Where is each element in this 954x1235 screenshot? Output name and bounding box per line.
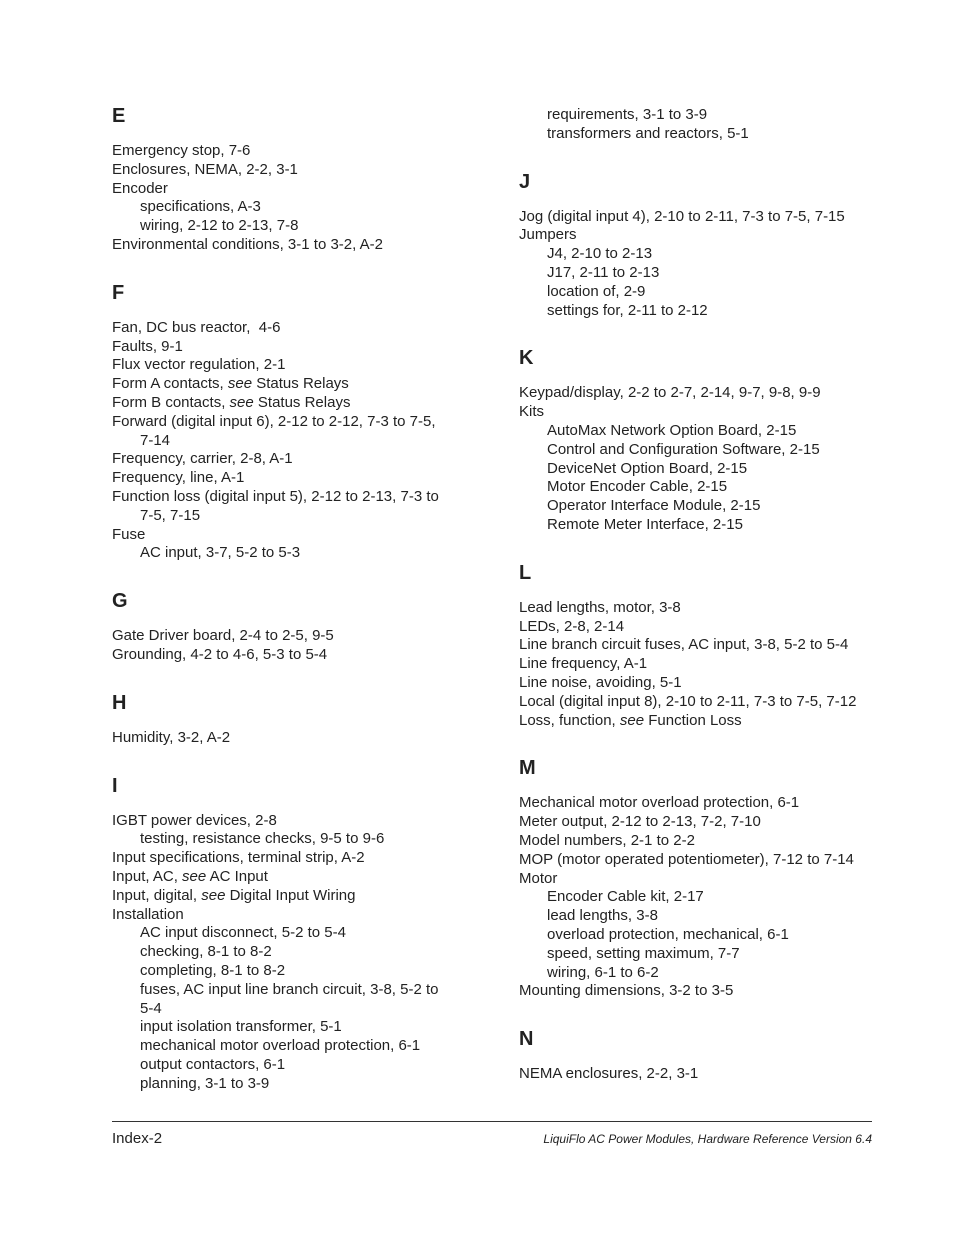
- index-section: [519, 1027, 899, 1084]
- section-letter: N: [519, 1028, 534, 1051]
- index-entry: output contactors, 6-1: [140, 1055, 286, 1073]
- index-entry: AC input, 3-7, 5-2 to 5-3: [140, 544, 301, 562]
- index-entry: Line branch circuit fuses, AC input, 3-8, 5-2 to 5-4: [519, 636, 849, 654]
- index-entry: Remote Meter Interface, 2-15: [547, 515, 743, 533]
- section-letter: E: [112, 105, 126, 127]
- section-letter: L: [519, 561, 532, 584]
- footer-page-label: Index-2: [112, 1130, 163, 1147]
- index-entry: Installation: [112, 905, 184, 923]
- index-entry: Jog (digital input 4), 2-10 to 2-11, 7-3 to 7-5, 7-15: [519, 207, 845, 225]
- entry-target: Function Loss: [644, 711, 742, 729]
- entry-target: Digital Input Wiring: [225, 886, 356, 904]
- index-entry: [519, 712, 899, 731]
- index-section: [112, 589, 472, 665]
- index-entry: testing, resistance checks, 9-5 to 9-6: [140, 830, 385, 848]
- index-entry: mechanical motor overload protection, 6-1: [140, 1037, 421, 1055]
- index-entry: Humidity, 3-2, A-2: [112, 728, 231, 746]
- index-entry: [112, 868, 472, 887]
- section-letter: H: [112, 691, 127, 714]
- see-reference: see: [619, 711, 645, 729]
- index-entry: IGBT power devices, 2-8: [112, 811, 277, 829]
- index-entry: location of, 2-9: [547, 282, 646, 300]
- index-entry: Control and Configuration Software, 2-15: [547, 440, 820, 458]
- index-entry: Forward (digital input 6), 2-12 to 2-12, 7-3 to 7-5,: [112, 412, 436, 430]
- index-entry: MOP (motor operated potentiometer), 7-12 to 7-14: [519, 850, 854, 868]
- index-entry: Flux vector regulation, 2-1: [112, 356, 286, 374]
- index-entry: Operator Interface Module, 2-15: [547, 497, 761, 515]
- index-section: [112, 691, 472, 748]
- index-entry: wiring, 2-12 to 2-13, 7-8: [140, 217, 299, 235]
- index-section: [519, 170, 899, 321]
- index-column-right: [519, 106, 899, 1084]
- section-letter: J: [519, 170, 531, 193]
- index-entry: 5-4: [140, 999, 162, 1017]
- index-entry: Encoder: [112, 179, 168, 197]
- entry-target: Status Relays: [252, 375, 349, 393]
- index-entry: Line frequency, A-1: [519, 655, 648, 673]
- entry-text: Input, AC,: [112, 867, 183, 885]
- index-section: [112, 281, 472, 563]
- index-entry: overload protection, mechanical, 6-1: [547, 925, 789, 943]
- index-section: [112, 104, 472, 255]
- index-entry: settings for, 2-11 to 2-12: [547, 301, 708, 319]
- see-reference: see: [182, 867, 207, 885]
- index-section: [519, 346, 899, 534]
- index-entry: [112, 394, 472, 413]
- index-entry: planning, 3-1 to 3-9: [140, 1074, 270, 1092]
- index-entry: J17, 2-11 to 2-13: [547, 263, 660, 281]
- section-letter: F: [112, 281, 125, 304]
- section-letter: G: [112, 590, 128, 613]
- index-entry: Jumpers: [519, 226, 577, 244]
- index-entry: Fuse: [112, 525, 146, 543]
- index-entry: AutoMax Network Option Board, 2-15: [547, 421, 797, 439]
- index-entry: Encoder Cable kit, 2-17: [547, 888, 704, 906]
- index-entry: checking, 8-1 to 8-2: [140, 943, 272, 961]
- index-entry: Mounting dimensions, 3-2 to 3-5: [519, 982, 734, 1000]
- footer-doc-title: LiquiFlo AC Power Modules, Hardware Reference Version 6.4: [543, 1132, 872, 1146]
- index-section: [112, 774, 472, 1094]
- section-letter: M: [519, 757, 536, 780]
- index-entry: Gate Driver board, 2-4 to 2-5, 9-5: [112, 627, 334, 645]
- see-reference: see: [229, 393, 254, 411]
- index-entry: speed, setting maximum, 7-7: [547, 944, 740, 962]
- index-section: [519, 756, 899, 1001]
- index-entry: Input specifications, terminal strip, A-2: [112, 849, 365, 867]
- index-entry: requirements, 3-1 to 3-9: [547, 106, 708, 123]
- index-entry: NEMA enclosures, 2-2, 3-1: [519, 1065, 699, 1083]
- index-entry: Environmental conditions, 3-1 to 3-2, A-2: [112, 235, 383, 253]
- index-entry: Kits: [519, 403, 545, 421]
- index-entry: [112, 887, 472, 906]
- index-entry: Keypad/display, 2-2 to 2-7, 2-14, 9-7, 9-8, 9-9: [519, 384, 821, 402]
- index-entry: Lead lengths, motor, 3-8: [519, 598, 681, 616]
- index-entry: Frequency, line, A-1: [112, 469, 245, 487]
- index-entry: input isolation transformer, 5-1: [140, 1018, 342, 1036]
- index-section: [519, 561, 899, 731]
- index-entry: wiring, 6-1 to 6-2: [547, 963, 659, 981]
- index-entry: 7-14: [140, 431, 171, 449]
- index-entry: Mechanical motor overload protection, 6-1: [519, 794, 800, 812]
- index-entry: Motor Encoder Cable, 2-15: [547, 478, 728, 496]
- index-entry: Meter output, 2-12 to 2-13, 7-2, 7-10: [519, 813, 761, 831]
- footer-rule: [112, 1121, 872, 1122]
- index-entry: DeviceNet Option Board, 2-15: [547, 459, 748, 477]
- index-entry: AC input disconnect, 5-2 to 5-4: [140, 924, 346, 942]
- see-reference: see: [201, 886, 226, 904]
- index-entry: Grounding, 4-2 to 4-6, 5-3 to 5-4: [112, 645, 328, 663]
- index-section: [519, 106, 899, 144]
- index-column-left: [112, 104, 472, 1093]
- index-entry: 7-5, 7-15: [140, 506, 201, 524]
- entry-text: Form B contacts,: [112, 393, 230, 411]
- index-entry: Line noise, avoiding, 5-1: [519, 673, 682, 691]
- index-entry: Fan, DC bus reactor, 4-6: [112, 318, 281, 336]
- section-letter: K: [519, 347, 534, 370]
- index-entry: Emergency stop, 7-6: [112, 142, 251, 159]
- section-letter: I: [112, 774, 118, 797]
- index-entry: Function loss (digital input 5), 2-12 to 2-13, 7-3 to: [112, 487, 439, 505]
- index-entry: [112, 375, 472, 394]
- index-entry: Enclosures, NEMA, 2-2, 3-1: [112, 160, 298, 178]
- entry-target: Status Relays: [253, 393, 351, 411]
- index-entry: specifications, A-3: [140, 198, 261, 216]
- index-entry: Frequency, carrier, 2-8, A-1: [112, 450, 293, 468]
- index-entry: J4, 2-10 to 2-13: [547, 245, 653, 263]
- index-entry: transformers and reactors, 5-1: [547, 124, 749, 142]
- entry-text: Input, digital,: [112, 886, 202, 904]
- index-entry: lead lengths, 3-8: [547, 907, 658, 925]
- index-entry: completing, 8-1 to 8-2: [140, 961, 286, 979]
- index-entry: Local (digital input 8), 2-10 to 2-11, 7-3 to 7-5, 7-12: [519, 692, 857, 710]
- index-entry: LEDs, 2-8, 2-14: [519, 617, 625, 635]
- see-reference: see: [227, 375, 253, 393]
- entry-target: AC Input: [206, 867, 268, 885]
- index-entry: Model numbers, 2-1 to 2-2: [519, 831, 695, 849]
- index-entry: fuses, AC input line branch circuit, 3-8, 5-2 to: [140, 980, 439, 998]
- index-entry: Motor: [519, 869, 558, 887]
- index-entry: Faults, 9-1: [112, 337, 183, 355]
- entry-text: Loss, function,: [519, 711, 620, 729]
- entry-text: Form A contacts,: [112, 375, 228, 393]
